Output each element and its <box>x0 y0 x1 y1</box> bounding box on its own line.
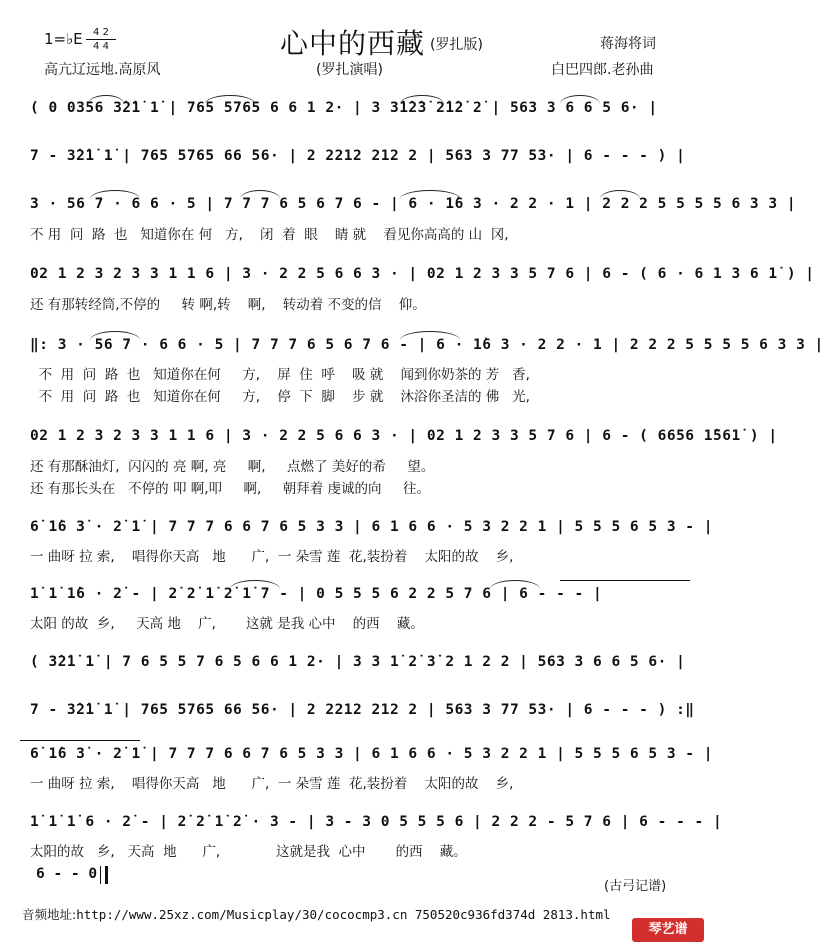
slur-mark <box>230 580 280 589</box>
audio-link[interactable] <box>22 905 611 923</box>
time-signature <box>86 27 116 52</box>
singer: (罗扎演唱) <box>316 62 383 78</box>
lyric-line: 一 曲呀 拉 索, 唱得你天高 地 广, 一 朵雪 莲 花,装扮着 太阳的故 乡, <box>30 776 514 792</box>
notation-line: ‖: 3 · 56 7 · 6 6 · 5 | 7 7 7 6 5 6 7 6 - | 6 · 1̇6 3 · 2 2 · 1 | 2 2 2 5 5 5 5 6 3 3 | <box>30 337 824 353</box>
notation-line: 6̇ 1̇6 3̇ · 2̇ 1̇ | 7 7 7 6 6 7 6 5 3 3 | 6 1 6 6 · 5 3 2 2 1 | 5 5 5 6 5 3 - | <box>30 519 714 535</box>
volta-bracket <box>20 740 140 741</box>
site-watermark: 琴艺谱 <box>632 918 704 942</box>
notation-line: 02 1 2 3 2 3 3 1 1 6 | 3 · 2 2 5 6 6 3 · | 02 1 2 3 3 5 7 6 | 6 - ( 6 · 6 1 3 6 1̇ ) | <box>30 266 815 282</box>
slur-mark <box>600 190 640 199</box>
slur-mark <box>240 190 280 199</box>
slur-mark <box>560 95 600 104</box>
slur-mark <box>490 580 540 589</box>
notation-line: ( 0 0356 3̇2̇1̇ 1̇ | 765 5765 6 6 1 2· | 3 3̇1̇2̇3̇ 2̇1̇2̇ 2̇ | 563 3 6 6 5 6· | <box>30 100 658 116</box>
time-signature-bottom: 4 4 <box>93 41 109 52</box>
transcriber-credit: (古弓记谱) <box>604 879 667 894</box>
song-title: 心中的西藏 <box>280 27 426 60</box>
audio-link-url[interactable]: http://www.25xz.com/Musicplay/30/cococmp3.cn 750520c936fd374d 2813.html <box>76 907 611 922</box>
notation-line: 7 - 3̇2̇1̇ 1̇ | 765 5765 66 56· | 2 2212 212 2 | 563 3 77 53· | 6 - - - ) | <box>30 148 686 164</box>
notation-line: 3 · 56 7 · 6 6 · 5 | 7 7 7 6 5 6 7 6 - | 6 · 1̇6 3 · 2 2 · 1 | 2 2 2 5 5 5 5 6 3 3 | <box>30 196 797 212</box>
lyric-line: 还 有那转经筒,不停的 转 啊,转 啊, 转动着 不变的信 仰。 <box>30 297 426 313</box>
slur-mark <box>90 190 140 199</box>
slur-mark <box>205 95 255 104</box>
notation-line: 6̇ 1̇6 3̇ · 2̇ 1̇ | 7 7 7 6 6 7 6 5 3 3 | 6 1 6 6 · 5 3 2 2 1 | 5 5 5 6 5 3 - | <box>30 746 714 762</box>
lyric-line: 太阳 的故 乡, 天高 地 广, 这就 是我 心中 的西 藏。 <box>30 616 424 632</box>
slur-mark <box>400 331 460 340</box>
notation-line: 1̇ 1̇ 1̇ 6 · 2̇ - | 2̇ 2̇ 1̇ 2̇ · 3 - | 3 - 3 0 5 5 5 6 | 2 2 2 - 5 7 6 | 6 - - - | <box>30 814 723 830</box>
time-signature-top: 4 2 <box>93 27 109 38</box>
lyricist: 蒋海将词 <box>600 36 656 52</box>
lyric-line: 还 有那酥油灯, 闪闪的 亮 啊, 亮 啊, 点燃了 美好的希 望。 <box>30 459 435 475</box>
slur-mark <box>400 95 444 104</box>
lyric-line: 太阳的故 乡, 天高 地 广, 这就是我 心中 的西 藏。 <box>30 844 467 860</box>
lyric-line: 一 曲呀 拉 索, 唱得你天高 地 广, 一 朵雪 莲 花,装扮着 太阳的故 乡, <box>30 549 514 565</box>
notation-line: 02 1 2 3 2 3 3 1 1 6 | 3 · 2 2 5 6 6 3 · | 02 1 2 3 3 5 7 6 | 6 - ( 6656 1̇561̇ ) | <box>30 428 778 444</box>
final-notes: 6 - - 0 <box>36 866 98 882</box>
volta-bracket <box>560 580 690 581</box>
slur-mark <box>400 190 460 199</box>
composer: 白巴四郎.老孙曲 <box>551 62 654 78</box>
notation-line: 7 - 3̇2̇1̇ 1̇ | 765 5765 66 56· | 2 2212 212 2 | 563 3 77 53· | 6 - - - ) :‖ <box>30 702 695 718</box>
lyric-line: 还 有那长头在 不停的 叩 啊,叩 啊, 朝拜着 虔诚的向 往。 <box>30 481 430 497</box>
key-signature: 1=♭E <box>44 30 83 48</box>
notation-line: 1̇ 1̇ 1̇6 · 2̇ - | 2̇ 2̇ 1̇ 2̇ 1̇ 7 - | 0 5 5 5 6 2 2 5 7 6 | 6 - - - | <box>30 586 603 602</box>
lyric-line: 不 用 问 路 也 知道你在何 方, 屏 住 呼 吸 就 闻到你奶茶的 芳 香, <box>30 367 530 383</box>
slur-mark <box>90 331 140 340</box>
notation-line: ( 3̇2̇1̇ 1̇ | 7 6 5 5 7 6 5 6 6 1 2· | 3 3 1̇ 2̇ 3̇ 2 1 2 2 | 563 3 6 6 5 6· | <box>30 654 686 670</box>
song-subtitle: (罗扎版) <box>430 37 483 53</box>
performance-style: 高亢辽远地.高原风 <box>44 62 161 78</box>
lyric-line: 不 用 问 路 也 知道你在何 方, 停 下 脚 步 就 沐浴你圣洁的 佛 光, <box>30 389 530 405</box>
slur-mark <box>88 95 124 104</box>
final-barline <box>100 866 108 884</box>
lyric-line: 不 用 问 路 也 知道你在 何 方, 闭 着 眼 睛 就 看见你高高的 山 冈, <box>30 227 509 243</box>
audio-link-label: 音频地址: <box>22 907 77 922</box>
